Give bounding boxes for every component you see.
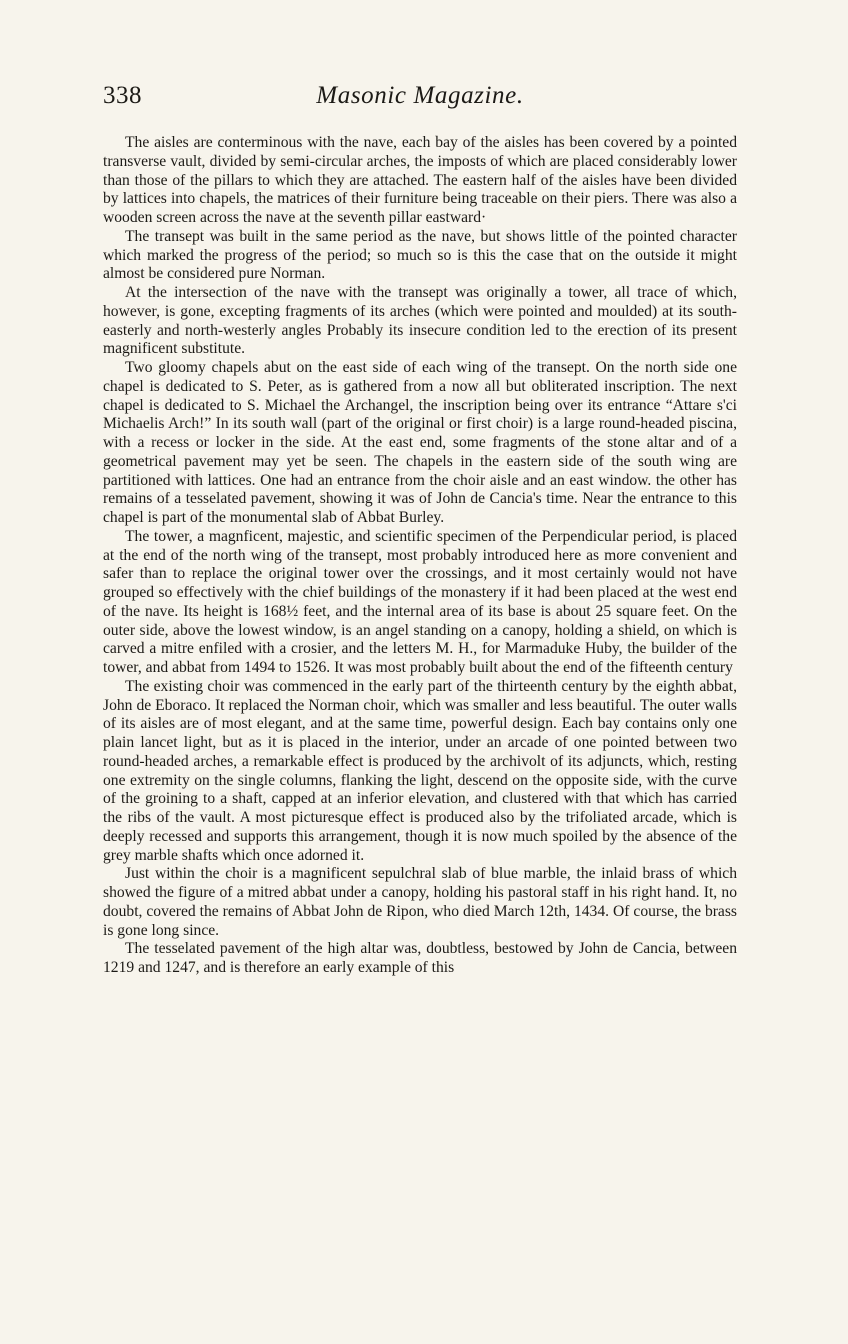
journal-title: Masonic Magazine. <box>316 82 524 109</box>
paragraph-aisles: The aisles are conterminous with the nave, each bay of the aisles has been covered by a pointed transverse vault, divided by semi-circular arches, the imposts of which are placed considerably lower than those of the pillars to which they are attached. The eastern half of the aisles have been divided by lattices into chapels, the matrices of their furniture being traceable on their piers. There was also a wooden screen across the nave at the seventh pillar eastward· <box>103 134 737 226</box>
paragraph-sepulchral-slab: Just within the choir is a magnificent sepulchral slab of blue marble, the inlaid brass of which showed the figure of a mitred abbat under a canopy, holding his pastoral staff in his right hand. It, no doubt, covered the remains of Abbat John de Ripon, who died March 12th, 1434. Of course, the brass is gone long since. <box>103 865 737 939</box>
paragraph-chapels: Two gloomy chapels abut on the east side of each wing of the transept. On the north side one chapel is dedicated to S. Peter, as is gathered from a now all but obliterated inscription. The next chapel is dedicated to S. Michael the Archangel, the inscription being over its entrance “Attare s'ci Michaelis Arch!” In its south wall (part of the original or first choir) is a large round-headed piscina, with a recess or locker in the side. At the east end, some fragments of the stone altar and of a geometrical pavement may yet be seen. The chapels in the eastern side of the south wing are partitioned with lattices. One had an entrance from the choir aisle and an east window. the other has remains of a tesselated pavement, showing it was of John de Cancia's time. Near the entrance to this chapel is part of the monumental slab of Abbat Burley. <box>103 359 737 526</box>
page-number: 338 <box>103 82 142 109</box>
paragraph-tower: The tower, a magnficent, majestic, and scientific specimen of the Perpendicular period, is placed at the end of the north wing of the transept, most probably introduced here as more convenient and safer than to replace the original tower over the crossings, and it most certainly would not have grouped so effectively with the chief buildings of the monastery if it had been placed at the west end of the nave. Its height is 168½ feet, and the internal area of its base is about 25 square feet. On the outer side, above the lowest window, is an angel standing on a canopy, holding a shield, on which is carved a mitre enfiled with a crosier, and the letters M. H., for Marmaduke Huby, the builder of the tower, and abbat from 1494 to 1526. It was most probably built about the end of the fifteenth century <box>103 527 737 676</box>
paragraph-choir: The existing choir was commenced in the early part of the thirteenth century by the eighth abbat, John de Eboraco. It replaced the Norman choir, which was smaller and less beautiful. The outer walls of its aisles are of most elegant, and at the same time, powerful design. Each bay contains only one plain lancet light, but as it is placed in the interior, under an arcade of one pointed between two round-headed arches, a remarkable effect is produced by the archivolt of its adjuncts, which, resting one extremity on the single columns, flanking the light, descend on the opposite side, with the curve of the groining to a shaft, capped at an inferior elevation, and clustered with that which has carried the ribs of the vault. A most picturesque effect is produced also by the trifoliated arcade, which is deeply recessed and supports this arrangement, though it is now much spoiled by the absence of the grey marble shafts which once adorned it. <box>103 677 737 864</box>
running-head <box>103 78 737 114</box>
article-body <box>103 134 737 978</box>
magazine-page <box>103 78 737 978</box>
paragraph-transept: The transept was built in the same period as the nave, but shows little of the pointed character which marked the progress of the period; so much so is this the case that on the outside it might almost be considered pure Norman. <box>103 227 737 283</box>
paragraph-intersection: At the intersection of the nave with the transept was originally a tower, all trace of which, however, is gone, excepting fragments of its arches (which were pointed and moulded) at its south-easterly and north-westerly angles Probably its insecure condition led to the erection of its present magnificent substitute. <box>103 284 737 358</box>
paragraph-pavement: The tesselated pavement of the high altar was, doubtless, bestowed by John de Cancia, between 1219 and 1247, and is therefore an early example of this <box>103 940 737 976</box>
